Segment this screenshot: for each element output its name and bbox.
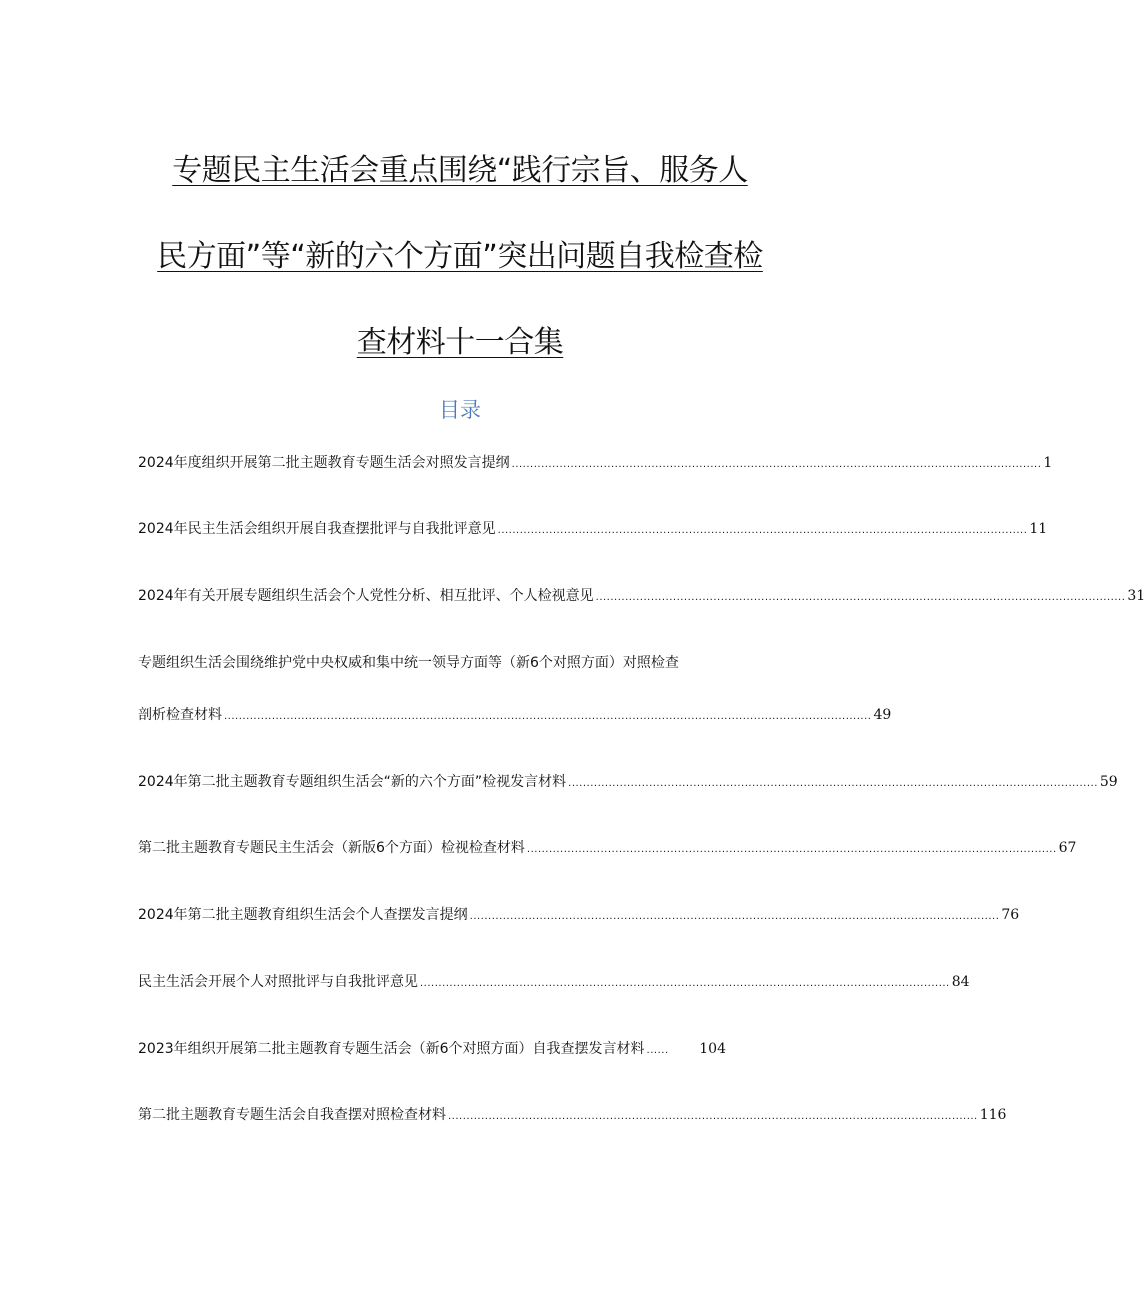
- toc-entry-text: 2024年第二批主题教育专题组织生活会“新的六个方面”检视发言材料: [138, 774, 567, 790]
- toc-entry-page: 67: [1058, 840, 1077, 856]
- toc-entry-text: 第二批主题教育专题民主生活会（新版6个方面）检视检查材料: [138, 840, 525, 856]
- toc-entry-text: 2024年有关开展专题组织生活会个人党性分析、相互批评、个人检视意见: [138, 588, 594, 604]
- toc-entry-text: 第二批主题教育专题生活会自我查摆对照检查材料: [138, 1107, 446, 1123]
- toc-leader-dots: ................................................................................................................................................: [526, 844, 1057, 855]
- toc-entry[interactable]: [138, 1104, 1007, 1124]
- toc-entry[interactable]: [138, 518, 1048, 538]
- toc-leader-dots: ................................................................................................................................................: [511, 459, 1042, 470]
- toc-entry-page: 76: [1001, 907, 1020, 923]
- toc-entry-page: 59: [1099, 774, 1118, 790]
- toc-entry-text: 2023年组织开展第二批主题教育专题生活会（新6个对照方面）自我查摆发言材料: [138, 1041, 645, 1057]
- toc-entry-page: 84: [951, 974, 970, 990]
- toc-entry[interactable]: [138, 585, 1145, 605]
- toc-entry-page: 1: [1043, 455, 1053, 471]
- toc-entry-text: 2024年度组织开展第二批主题教育专题生活会对照发言提纲: [138, 455, 510, 471]
- toc-entry-page: 104: [699, 1041, 726, 1057]
- toc-entry-page: 116: [979, 1107, 1007, 1123]
- toc-leader-dots: ................................................................................................................................................: [469, 911, 1000, 922]
- toc-heading: 目录: [439, 398, 481, 422]
- toc-entry[interactable]: [138, 971, 970, 991]
- toc-entry-page: 49: [873, 707, 892, 723]
- document-title: [140, 128, 780, 386]
- toc-entry[interactable]: [138, 771, 1118, 791]
- toc-entry-text: 2024年民主生活会组织开展自我查摆批评与自我批评意见: [138, 521, 496, 537]
- toc-leader-dots: ......: [646, 1045, 669, 1056]
- toc-entry-text-line1: 专题组织生活会围绕维护党中央权威和集中统一领导方面等（新6个对照方面）对照检查: [138, 655, 679, 671]
- toc-entry-continued[interactable]: [138, 704, 892, 724]
- toc-entry-page: 11: [1029, 521, 1048, 537]
- title-line-2: 民方面”等“新的六个方面”突出问题自我检查检: [157, 239, 763, 274]
- toc-leader-dots: ................................................................................................................................................: [568, 778, 1098, 789]
- toc-entry[interactable]: [138, 1038, 726, 1058]
- toc-leader-dots: ................................................................................................................................................................................: [224, 711, 872, 722]
- title-line-3: 查材料十一合集: [356, 325, 564, 360]
- toc-entry[interactable]: [138, 904, 1020, 924]
- toc-leader-dots: ................................................................................................................................................: [595, 592, 1126, 603]
- toc-entry-text: 民主生活会开展个人对照批评与自我批评意见: [138, 974, 418, 990]
- toc-leader-dots: ................................................................................................................................................: [420, 978, 950, 989]
- toc-entry[interactable]: [138, 837, 1077, 857]
- toc-leader-dots: ................................................................................................................................................: [448, 1111, 978, 1122]
- toc-leader-dots: ................................................................................................................................................: [497, 525, 1028, 536]
- toc-entry-page: 31: [1127, 588, 1145, 604]
- toc-entry-text: 2024年第二批主题教育组织生活会个人查摆发言提纲: [138, 907, 468, 923]
- toc-entry[interactable]: [138, 452, 1053, 472]
- title-line-1: 专题民主生活会重点围绕“践行宗旨、服务人: [172, 153, 748, 188]
- toc-entry-text: 剖析检查材料: [138, 707, 222, 723]
